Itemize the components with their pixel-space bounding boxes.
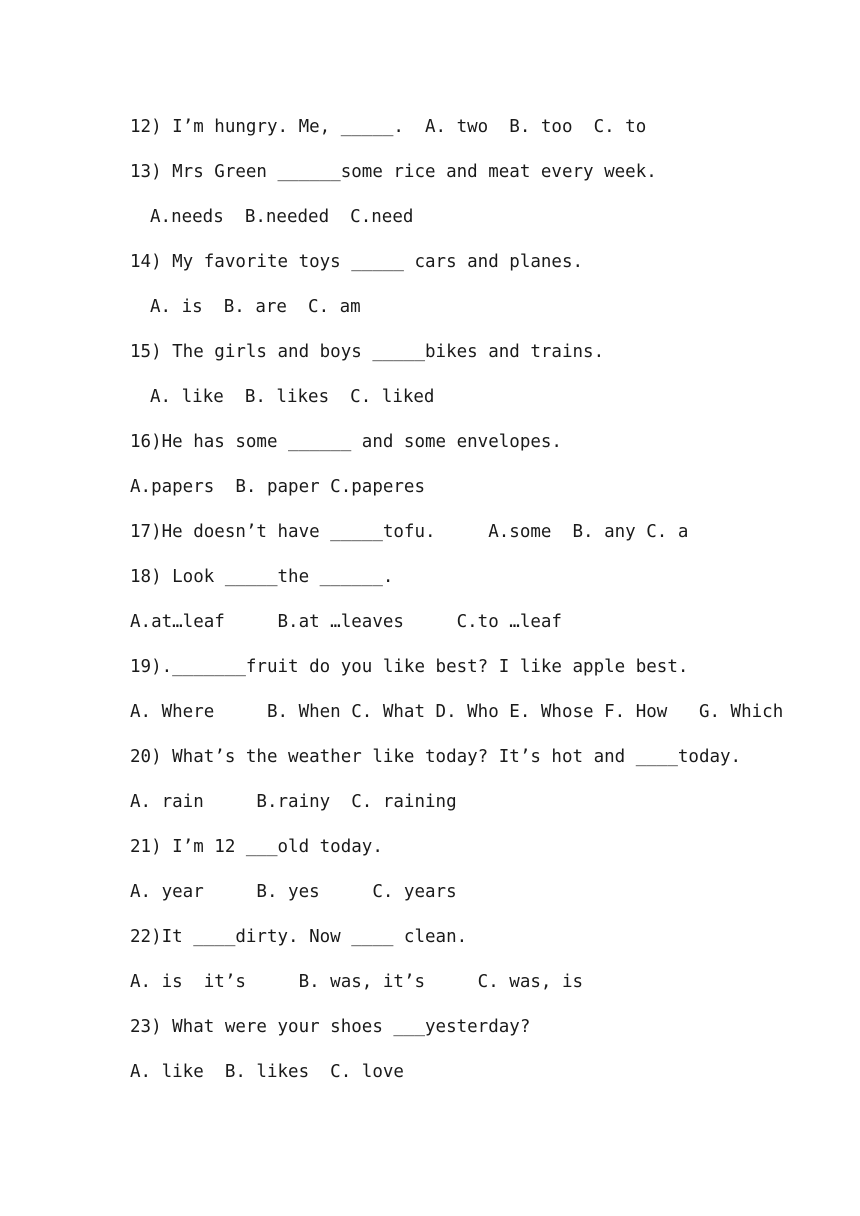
question-13-options: A.needs B.needed C.need [150, 207, 414, 227]
question-19-options: A. Where B. When C. What D. Who E. Whose F. How G. Which [130, 702, 784, 722]
question-22: 22)It ____dirty. Now ____ clean. [130, 927, 468, 947]
question-16-options: A.papers B. paper C.paperes [130, 477, 426, 497]
question-20: 20) What’s the weather like today? It’s hot and ____today. [130, 747, 742, 767]
question-18-options: A.at…leaf B.at …leaves C.to …leaf [130, 612, 562, 632]
question-21-options: A. year B. yes C. years [130, 882, 457, 902]
question-23-options: A. like B. likes C. love [130, 1062, 404, 1082]
question-15: 15) The girls and boys _____bikes and trains. [130, 342, 605, 362]
question-22-options: A. is it’s B. was, it’s C. was, is [130, 972, 584, 992]
question-12: 12) I’m hungry. Me, _____. A. two B. too C. to [130, 117, 647, 137]
question-13: 13) Mrs Green ______some rice and meat every week. [130, 162, 657, 182]
question-14: 14) My favorite toys _____ cars and planes. [130, 252, 584, 272]
question-20-options: A. rain B.rainy C. raining [130, 792, 457, 812]
question-21: 21) I’m 12 ___old today. [130, 837, 383, 857]
question-14-options: A. is B. are C. am [150, 297, 361, 317]
question-16: 16)He has some ______ and some envelopes. [130, 432, 562, 452]
question-23: 23) What were your shoes ___yesterday? [130, 1017, 531, 1037]
question-17: 17)He doesn’t have _____tofu. A.some B. any C. a [130, 522, 689, 542]
question-19: 19)._______fruit do you like best? I like apple best. [130, 657, 689, 677]
question-18: 18) Look _____the ______. [130, 567, 394, 587]
question-15-options: A. like B. likes C. liked [150, 387, 435, 407]
